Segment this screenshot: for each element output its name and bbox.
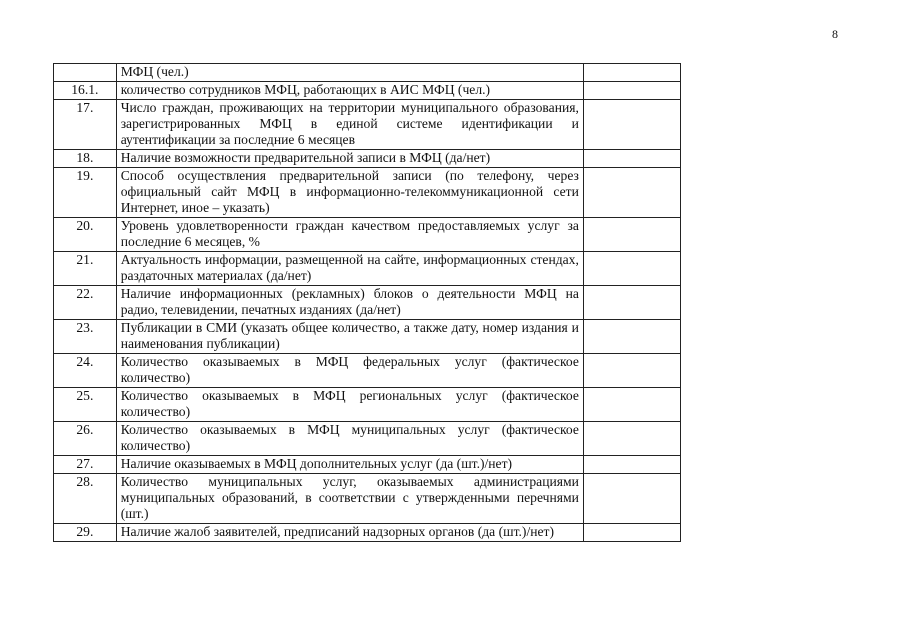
- row-number: 17.: [54, 100, 117, 150]
- table-row: [54, 286, 681, 320]
- row-value-cell: [583, 456, 680, 474]
- table-row: [54, 64, 681, 82]
- row-text: количество сотрудников МФЦ, работающих в АИС МФЦ (чел.): [116, 82, 583, 100]
- row-value-cell: [583, 286, 680, 320]
- row-value-cell: [583, 524, 680, 542]
- row-text: Способ осуществления предварительной записи (по телефону, через официальный сайт МФЦ в информационно-телекоммуникационной сети Интернет, иное – указать): [116, 168, 583, 218]
- row-value-cell: [583, 218, 680, 252]
- row-number: 26.: [54, 422, 117, 456]
- row-value-cell: [583, 168, 680, 218]
- row-text: Наличие жалоб заявителей, предписаний надзорных органов (да (шт.)/нет): [116, 524, 583, 542]
- table-row: [54, 100, 681, 150]
- row-text: МФЦ (чел.): [116, 64, 583, 82]
- row-text: Количество оказываемых в МФЦ федеральных услуг (фактическое количество): [116, 354, 583, 388]
- row-number: 27.: [54, 456, 117, 474]
- row-value-cell: [583, 474, 680, 524]
- row-text: Количество оказываемых в МФЦ региональных услуг (фактическое количество): [116, 388, 583, 422]
- table-row: [54, 320, 681, 354]
- table-row: [54, 150, 681, 168]
- row-number: 22.: [54, 286, 117, 320]
- row-number: 28.: [54, 474, 117, 524]
- row-value-cell: [583, 354, 680, 388]
- row-number: 19.: [54, 168, 117, 218]
- row-text: Наличие возможности предварительной записи в МФЦ (да/нет): [116, 150, 583, 168]
- row-value-cell: [583, 150, 680, 168]
- row-text: Публикации в СМИ (указать общее количество, а также дату, номер издания и наименования публикации): [116, 320, 583, 354]
- row-text: Количество оказываемых в МФЦ муниципальных услуг (фактическое количество): [116, 422, 583, 456]
- row-value-cell: [583, 100, 680, 150]
- row-number: 18.: [54, 150, 117, 168]
- page-number: 8: [832, 27, 838, 41]
- row-text: Наличие информационных (рекламных) блоков о деятельности МФЦ на радио, телевидении, печатных изданиях (да/нет): [116, 286, 583, 320]
- table-row: [54, 168, 681, 218]
- indicators-table-body: [54, 64, 681, 542]
- row-text: Количество муниципальных услуг, оказываемых администрациями муниципальных образований, в соответствии с утвержденными перечнями (шт.): [116, 474, 583, 524]
- indicators-table: [53, 63, 681, 542]
- table-row: [54, 456, 681, 474]
- row-number: 29.: [54, 524, 117, 542]
- row-number: 20.: [54, 218, 117, 252]
- row-value-cell: [583, 388, 680, 422]
- row-number: 16.1.: [54, 82, 117, 100]
- table-row: [54, 388, 681, 422]
- row-number: 21.: [54, 252, 117, 286]
- row-value-cell: [583, 82, 680, 100]
- row-number: 25.: [54, 388, 117, 422]
- table-row: [54, 474, 681, 524]
- row-text: Наличие оказываемых в МФЦ дополнительных услуг (да (шт.)/нет): [116, 456, 583, 474]
- row-number: [54, 64, 117, 82]
- row-number: 23.: [54, 320, 117, 354]
- row-text: Актуальность информации, размещенной на сайте, информационных стендах, раздаточных материалах (да/нет): [116, 252, 583, 286]
- table-row: [54, 422, 681, 456]
- row-value-cell: [583, 422, 680, 456]
- table-row: [54, 354, 681, 388]
- table-row: [54, 218, 681, 252]
- row-number: 24.: [54, 354, 117, 388]
- row-text: Число граждан, проживающих на территории муниципального образования, зарегистрированных МФЦ в единой системе идентификации и аутентификации за последние 6 месяцев: [116, 100, 583, 150]
- table-row: [54, 82, 681, 100]
- row-text: Уровень удовлетворенности граждан качеством предоставляемых услуг за последние 6 месяцев, %: [116, 218, 583, 252]
- table-row: [54, 252, 681, 286]
- table-row: [54, 524, 681, 542]
- row-value-cell: [583, 320, 680, 354]
- row-value-cell: [583, 252, 680, 286]
- row-value-cell: [583, 64, 680, 82]
